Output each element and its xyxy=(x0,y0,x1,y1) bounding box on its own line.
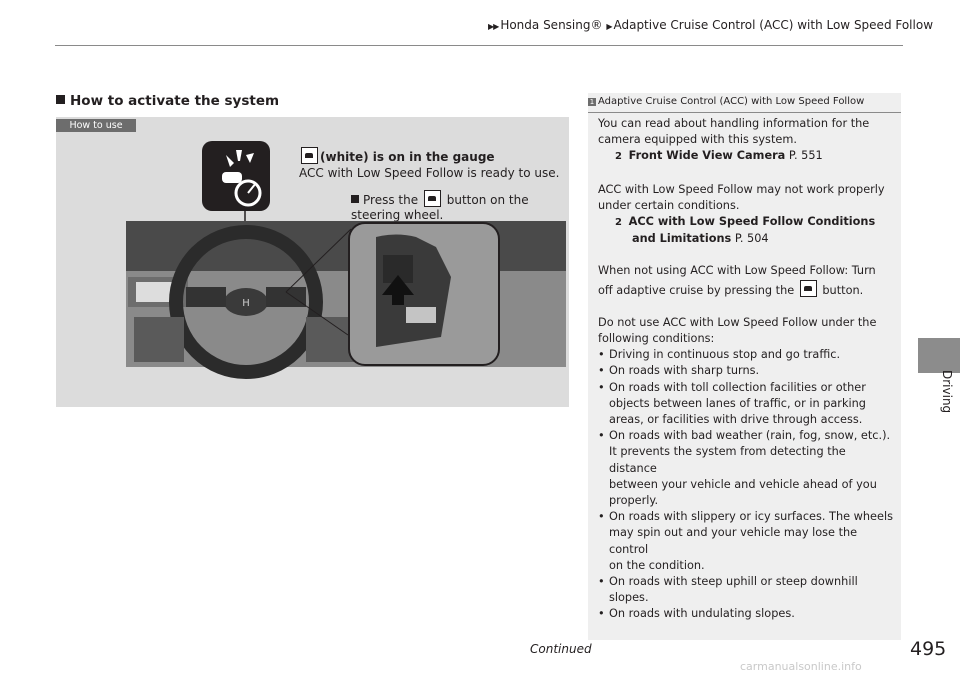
cross-reference-link-cont[interactable]: and Limitations P. 504 xyxy=(632,232,769,246)
section-title-text: How to activate the system xyxy=(70,93,280,109)
cross-reference-link[interactable]: 2 Front Wide View Camera P. 551 xyxy=(598,148,893,165)
how-to-use-tab: How to use xyxy=(56,119,136,132)
paragraph: Do not use ACC with Low Speed Follow under the following conditions: xyxy=(598,315,877,346)
button-callout xyxy=(351,190,529,223)
section-square-icon xyxy=(56,95,65,104)
bullet-icon: • xyxy=(598,607,605,621)
reference-arrow-icon: 2 xyxy=(615,217,622,229)
acc-indicator-icon xyxy=(301,147,318,164)
cross-reference-link[interactable]: 2 ACC with Low Speed Follow Conditions xyxy=(598,214,893,231)
note-marker-icon: 1 xyxy=(589,98,595,106)
bullet-icon: • xyxy=(598,380,605,394)
callout-text: ACC with Low Speed Follow is ready to use. xyxy=(299,166,560,180)
header-divider xyxy=(55,45,903,46)
continued-label: Continued xyxy=(530,642,592,656)
sidebar-body xyxy=(598,116,893,623)
indicator-callout xyxy=(299,147,559,181)
running-header xyxy=(488,18,933,32)
list-item xyxy=(598,380,893,429)
paragraph: You can read about handling information for the camera equipped with this system. xyxy=(598,117,870,147)
acc-button-icon xyxy=(800,280,817,297)
breadcrumb-arrow-icon: ▶▶ xyxy=(488,22,499,31)
chapter-tab-label: Driving xyxy=(940,370,954,414)
sidebar-title-text: Adaptive Cruise Control (ACC) with Low Speed Follow xyxy=(598,96,865,107)
bullet-icon: • xyxy=(598,575,605,589)
page-number: 495 xyxy=(910,638,947,660)
list-item-text: On roads with undulating slopes. xyxy=(609,607,795,621)
list-item-text: On roads with toll collection facilities or other objects between lanes of traffic, or in parking areas, or facilities with drive through access. xyxy=(609,380,866,427)
reference-arrow-icon: 2 xyxy=(615,151,622,163)
sidebar-divider xyxy=(588,112,901,113)
list-item xyxy=(598,509,893,574)
steering-button-closeup xyxy=(349,223,499,365)
list-item xyxy=(598,606,893,622)
chapter-tab[interactable] xyxy=(918,338,960,373)
square-bullet-icon xyxy=(351,195,359,203)
list-item-text: On roads with bad weather (rain, fog, snow, etc.). It prevents the system from detecting the distance between your vehicle and vehicle ahead of you properly. xyxy=(609,429,891,508)
list-item xyxy=(598,428,893,509)
callout-bold-text: (white) is on in the gauge xyxy=(320,150,495,164)
list-item-text: Driving in continuous stop and go traffic. xyxy=(609,348,841,362)
list-item-text: On roads with steep uphill or steep downhill slopes. xyxy=(609,575,858,605)
bullet-icon: • xyxy=(598,348,605,362)
bullet-icon: • xyxy=(598,364,605,378)
list-item-text: On roads with sharp turns. xyxy=(609,364,760,378)
callout-text: button on the xyxy=(446,193,529,207)
svg-text:H: H xyxy=(242,298,250,309)
paragraph: When not using ACC with Low Speed Follow: Turn off adaptive cruise by pressing the button. xyxy=(598,264,876,297)
callout-text: Press the xyxy=(363,193,419,207)
list-item xyxy=(598,363,893,379)
acc-indicator-icon xyxy=(202,141,270,211)
acc-button-icon xyxy=(424,190,441,207)
condition-list xyxy=(598,347,893,622)
bullet-icon: • xyxy=(598,429,605,443)
watermark: carmanualsonline.info xyxy=(740,660,862,673)
breadcrumb-item-honda-sensing[interactable]: Honda Sensing® xyxy=(500,18,603,32)
bullet-icon: • xyxy=(598,510,605,524)
sidebar-title xyxy=(588,96,901,107)
breadcrumb-arrow-icon: ▶ xyxy=(606,22,612,31)
breadcrumb-item-acc[interactable]: Adaptive Cruise Control (ACC) with Low Speed Follow xyxy=(613,18,934,32)
section-title xyxy=(56,93,279,109)
list-item xyxy=(598,574,893,606)
list-item xyxy=(598,347,893,363)
callout-text: steering wheel. xyxy=(351,208,444,222)
list-item-text: On roads with slippery or icy surfaces. The wheels may spin out and your vehicle may lose the control on the condition. xyxy=(609,510,893,572)
paragraph: ACC with Low Speed Follow may not work properly under certain conditions. xyxy=(598,182,885,212)
